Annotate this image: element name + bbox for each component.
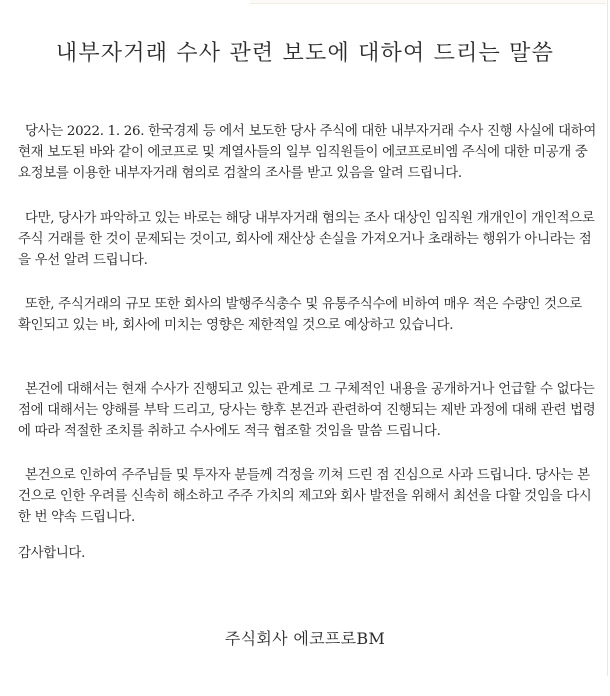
paragraph-apology: 본건으로 인하여 주주님들 및 투자자 분들께 걱정을 끼쳐 드린 점 진심으로 사과 드립니다. 당사는 본건으로 인한 우려를 신속히 해소하고 주주 가치의 제고와 회사 발전을 위해서 최선을 다할 것임을 다시 한 번 약속 드립니다. <box>18 468 592 525</box>
company-signature: 주식회사 에코프로BM <box>224 629 386 648</box>
paragraph-limited-impact: 또한, 주식거래의 규모 또한 회사의 발행주식총수 및 유통주식수에 비하여 매우 적은 수량인 것으로 확인되고 있는 바, 회사에 미치는 영향은 제한적일 것으로 예상하고 있습니다. <box>18 297 582 333</box>
paragraph-investigation-notice: 당사는 2022. 1. 26. 한국경제 등 에서 보도한 당사 주식에 대한 내부자거래 수사 진행 사실에 대하여 현재 보도된 바와 같이 에코프로 및 계열사들의 일부 임직원들이 에코프로비엠 주식에 대한 미공개 중요정보를 이용한 내부자거래 혐의로 검찰의 조사를 받고 있음을 알려 드립니다. <box>18 124 596 181</box>
document-title: 내부자거래 수사 관련 보도에 대하여 드리는 말씀 <box>55 41 555 66</box>
paragraph-thanks: 감사합니다. <box>18 546 86 561</box>
paragraph-cooperation: 본건에 대해서는 현재 수사가 진행되고 있는 관계로 그 구체적인 내용을 공개하거나 언급할 수 없다는 점에 대해서는 양해를 부탁 드리고, 당사는 향후 본건과 관련하여 진행되는 제반 과정에 대해 관련 법령에 따라 적절한 조치를 취하고 수사에도 적극 협조할 것임을 말씀 드립니다. <box>18 382 596 439</box>
paragraph-individual-trading: 다만, 당사가 파악하고 있는 바로는 해당 내부자거래 혐의는 조사 대상인 임직원 개개인이 개인적으로 주식 거래를 한 것이 문제되는 것이고, 회사에 재산상 손실을 가져오거나 초래하는 행위가 아니라는 점을 우선 알려 드립니다. <box>18 211 595 268</box>
